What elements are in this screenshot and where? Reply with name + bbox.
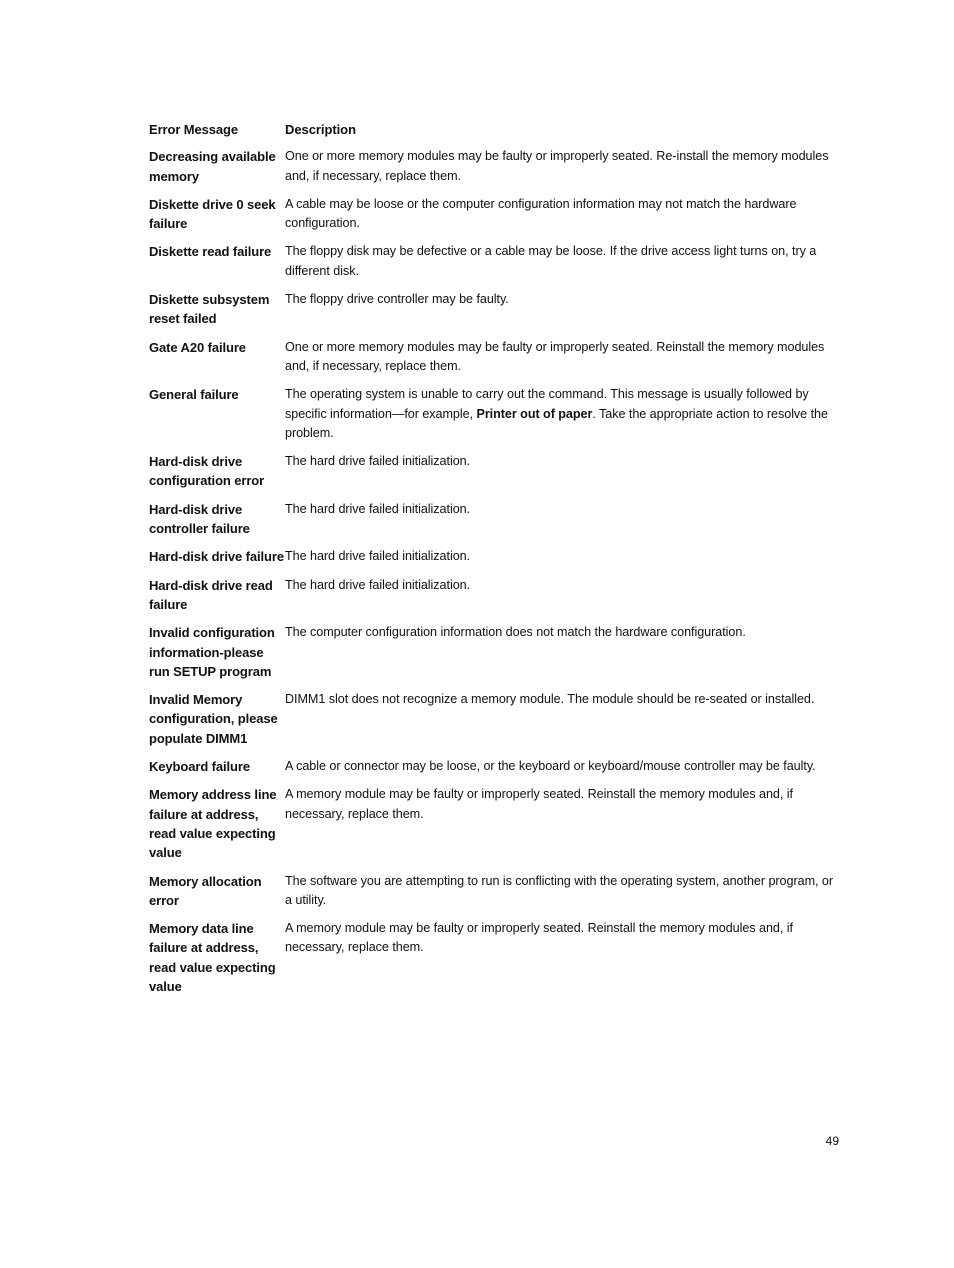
table-row <box>149 147 839 186</box>
description-text: The operating system is unable to carry out the command. This message is usually followed by specific information—for example, <box>285 387 809 421</box>
error-message-cell: Invalid configuration information-please run SETUP program <box>149 625 275 679</box>
description-cell <box>285 385 839 443</box>
description-cell: The floppy disk may be defective or a cable may be loose. If the drive access light turns on, try a different disk. <box>285 244 817 278</box>
error-message-table <box>149 120 839 1005</box>
error-message-cell: Hard-disk drive controller failure <box>149 501 250 537</box>
error-message-cell: Diskette read failure <box>149 244 272 260</box>
table-header-row <box>149 120 839 139</box>
error-message-cell: Decreasing available memory <box>149 149 276 184</box>
description-cell: The hard drive failed initialization. <box>285 577 471 592</box>
error-message-cell: Diskette drive 0 seek failure <box>149 196 276 232</box>
description-cell: A memory module may be faulty or improperly seated. Reinstall the memory modules and, if necessary, replace them. <box>285 787 793 821</box>
header-description: Description <box>285 122 356 137</box>
table-row <box>149 690 839 748</box>
description-text: . Take the appropriate action to resolve the problem. <box>285 406 828 440</box>
error-message-cell: Keyboard failure <box>149 759 250 775</box>
error-message-cell: Memory data line failure at address, read value expecting value <box>149 921 276 994</box>
error-message-cell: Hard-disk drive read failure <box>149 577 273 612</box>
error-message-cell: Hard-disk drive failure <box>149 549 284 565</box>
description-cell: The floppy drive controller may be faulty. <box>285 292 509 307</box>
table-row <box>149 623 839 681</box>
error-message-cell: Hard-disk drive configuration error <box>149 454 265 489</box>
description-cell: A cable may be loose or the computer configuration information may not match the hardware configuration. <box>285 196 797 231</box>
table-row <box>149 757 839 776</box>
header-error-message: Error Message <box>149 122 239 137</box>
description-cell: A memory module may be faulty or improperly seated. Reinstall the memory modules and, if necessary, replace them. <box>285 921 793 955</box>
description-cell: One or more memory modules may be faulty or improperly seated. Reinstall the memory modules and, if necessary, replace them. <box>285 339 825 373</box>
example-message-text: Printer out of paper <box>476 406 593 421</box>
description-cell: DIMM1 slot does not recognize a memory module. The module should be re-seated or installed. <box>285 692 815 707</box>
table-row <box>149 452 839 491</box>
error-message-cell: General failure <box>149 387 239 403</box>
description-cell: One or more memory modules may be faulty or improperly seated. Re-install the memory modules and, if necessary, replace them. <box>285 149 829 183</box>
description-cell: The hard drive failed initialization. <box>285 549 471 564</box>
table-row <box>149 500 839 539</box>
description-cell: The software you are attempting to run is conflicting with the operating system, another program, or a utility. <box>285 873 834 907</box>
table-row <box>149 547 839 566</box>
table-row <box>149 872 839 911</box>
error-message-cell: Invalid Memory configuration, please populate DIMM1 <box>149 692 278 746</box>
table-row <box>149 919 839 996</box>
description-cell: The hard drive failed initialization. <box>285 501 471 516</box>
table-row <box>149 385 839 443</box>
table-row <box>149 290 839 329</box>
description-cell: The computer configuration information does not match the hardware configuration. <box>285 625 746 640</box>
table-row <box>149 338 839 377</box>
page-number: 49 <box>825 1134 839 1148</box>
description-cell: A cable or connector may be loose, or the keyboard or keyboard/mouse controller may be faulty. <box>285 759 816 774</box>
error-message-cell: Gate A20 failure <box>149 339 246 355</box>
table-row <box>149 242 839 281</box>
table-row <box>149 576 839 615</box>
error-message-cell: Memory address line failure at address, read value expecting value <box>149 787 277 861</box>
description-cell: The hard drive failed initialization. <box>285 454 471 469</box>
table-row <box>149 195 839 234</box>
error-message-cell: Diskette subsystem reset failed <box>149 292 270 327</box>
table-row <box>149 785 839 862</box>
error-message-cell: Memory allocation error <box>149 873 262 908</box>
